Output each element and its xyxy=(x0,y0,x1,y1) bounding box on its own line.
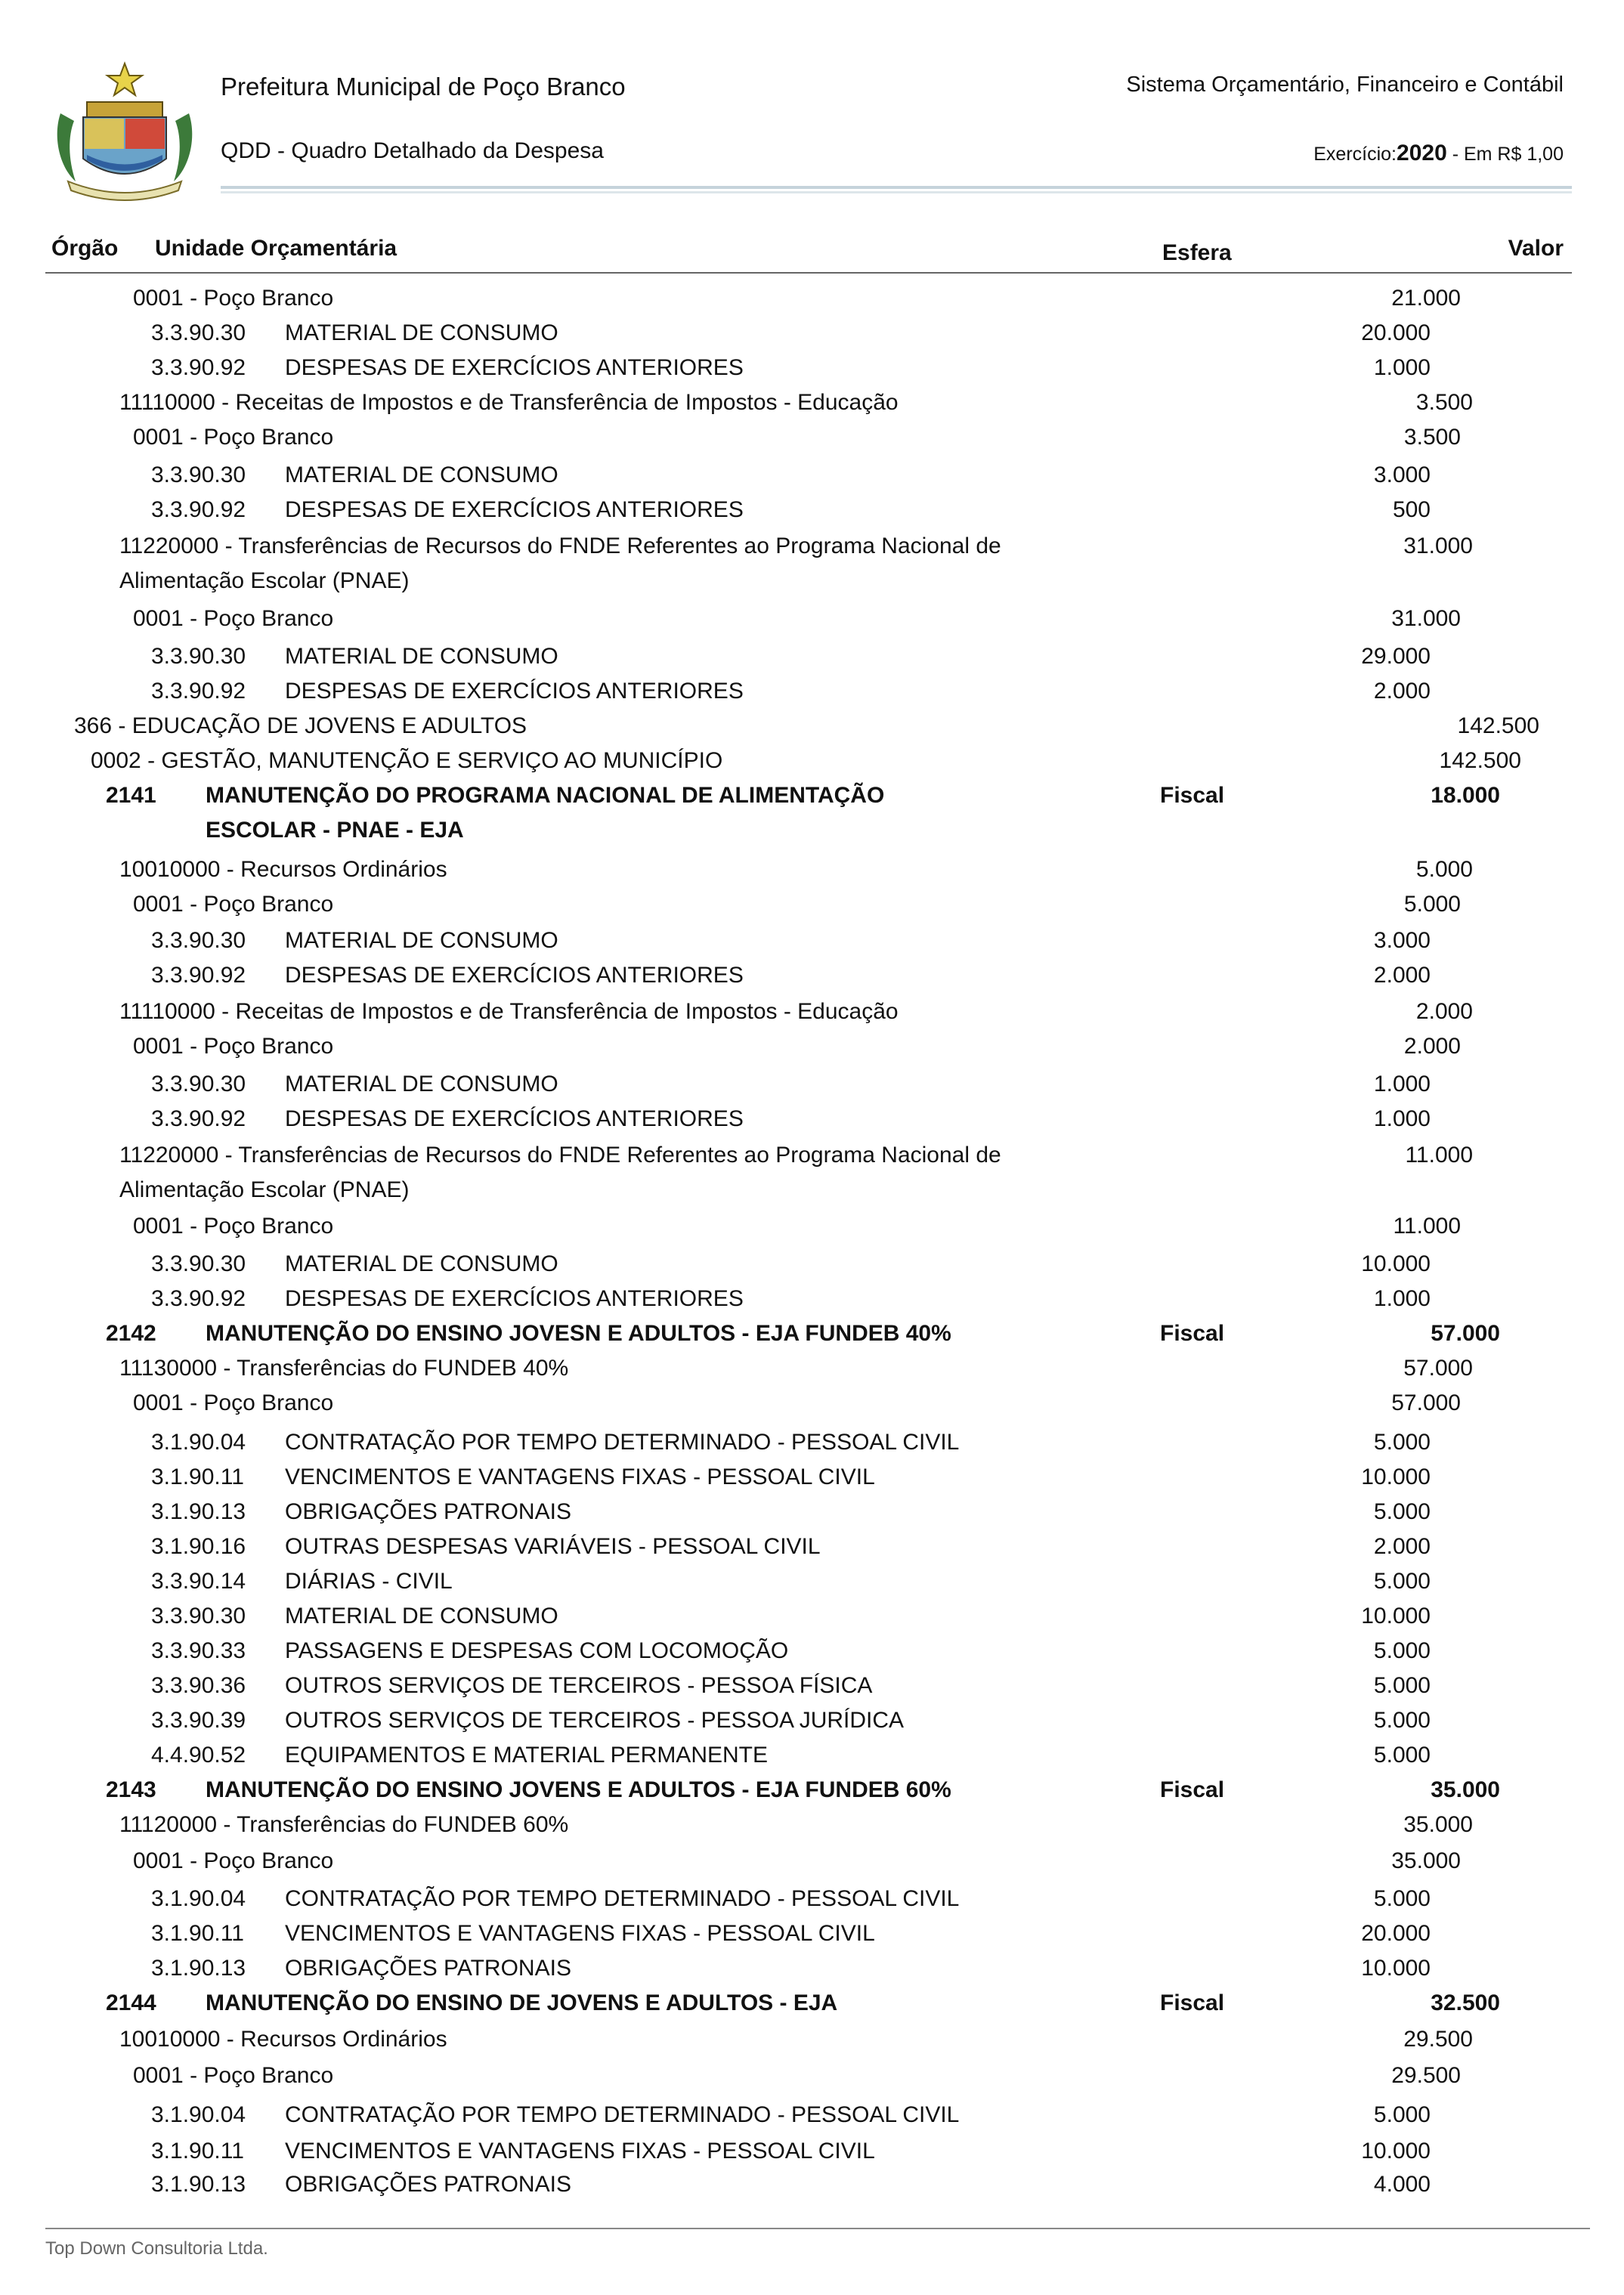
table-row xyxy=(0,2139,1624,2172)
row-value: 3.000 xyxy=(1373,462,1431,487)
program-name: 0002 - GESTÃO, MANUTENÇÃO E SERVIÇO AO MUNICÍPIO xyxy=(91,748,723,773)
row-value: 2.000 xyxy=(1403,1034,1461,1059)
entity-name: 0001 - Poço Branco xyxy=(133,1214,334,1239)
element-code: 3.3.90.30 xyxy=(151,644,246,669)
action-esfera: Fiscal xyxy=(1160,1990,1225,2015)
row-value: 11.000 xyxy=(1393,1214,1461,1239)
resource-source: 10010000 - Recursos Ordinários xyxy=(119,857,447,882)
action-code: 2142 xyxy=(106,1321,156,1346)
table-row xyxy=(0,1251,1624,1285)
table-row xyxy=(0,1708,1624,1741)
exercise-label: Exercício: xyxy=(1313,144,1397,165)
table-row xyxy=(0,1569,1624,1602)
element-code: 3.3.90.33 xyxy=(151,1638,246,1663)
element-code: 3.1.90.04 xyxy=(151,1886,246,1911)
table-row xyxy=(0,1990,1624,2024)
entity-name: 0001 - Poço Branco xyxy=(133,425,334,450)
table-row xyxy=(0,1812,1624,1845)
element-description: OUTRAS DESPESAS VARIÁVEIS - PESSOAL CIVIL xyxy=(285,1534,821,1559)
table-row xyxy=(0,857,1624,890)
row-value: 29.500 xyxy=(1391,2063,1461,2088)
element-description: CONTRATAÇÃO POR TEMPO DETERMINADO - PESSOAL CIVIL xyxy=(285,2102,960,2127)
row-value: 10.000 xyxy=(1361,1465,1431,1489)
row-value: 31.000 xyxy=(1391,606,1461,631)
municipal-coat-of-arms-icon xyxy=(45,60,204,204)
resource-source: 11220000 - Transferências de Recursos do FNDE Referentes ao Programa Nacional de xyxy=(119,534,1001,558)
table-row xyxy=(0,1321,1624,1354)
element-code: 3.1.90.13 xyxy=(151,2172,246,2197)
entity-name: 0001 - Poço Branco xyxy=(133,1848,334,1873)
entity-name: 0001 - Poço Branco xyxy=(133,892,334,917)
element-description: OBRIGAÇÕES PATRONAIS xyxy=(285,1956,571,1981)
element-description: VENCIMENTOS E VANTAGENS FIXAS - PESSOAL CIVIL xyxy=(285,1465,875,1489)
action-esfera: Fiscal xyxy=(1160,783,1225,808)
table-row xyxy=(0,1534,1624,1567)
table-row xyxy=(0,644,1624,677)
element-description: OUTROS SERVIÇOS DE TERCEIROS - PESSOA FÍSICA xyxy=(285,1673,873,1698)
resource-source: 11110000 - Receitas de Impostos e de Transferência de Impostos - Educação xyxy=(119,390,899,415)
element-description: DESPESAS DE EXERCÍCIOS ANTERIORES xyxy=(285,355,744,380)
element-code: 3.1.90.11 xyxy=(151,1465,244,1489)
element-code: 3.3.90.30 xyxy=(151,1604,246,1628)
element-description: MATERIAL DE CONSUMO xyxy=(285,1251,558,1276)
table-row xyxy=(0,355,1624,388)
row-value: 21.000 xyxy=(1391,286,1461,311)
footer-divider xyxy=(45,2228,1590,2229)
row-value: 5.000 xyxy=(1373,1638,1431,1663)
subfunction-name: 366 - EDUCAÇÃO DE JOVENS E ADULTOS xyxy=(74,713,527,738)
element-code: 3.3.90.92 xyxy=(151,1106,246,1131)
row-value: 1.000 xyxy=(1373,355,1431,380)
row-value: 35.000 xyxy=(1431,1777,1500,1802)
element-description: DESPESAS DE EXERCÍCIOS ANTERIORES xyxy=(285,963,744,988)
header-divider-shadow xyxy=(221,191,1572,193)
row-value: 29.000 xyxy=(1361,644,1431,669)
column-header-valor: Valor xyxy=(1508,236,1564,261)
row-value: 29.500 xyxy=(1403,2027,1473,2052)
action-code: 2143 xyxy=(106,1777,156,1802)
currency-note: - Em R$ 1,00 xyxy=(1446,144,1564,165)
element-code: 3.3.90.30 xyxy=(151,1072,246,1096)
element-description: VENCIMENTOS E VANTAGENS FIXAS - PESSOAL CIVIL xyxy=(285,2139,875,2164)
element-description: MATERIAL DE CONSUMO xyxy=(285,928,558,953)
action-esfera: Fiscal xyxy=(1160,1321,1225,1346)
table-row xyxy=(0,1743,1624,1776)
table-row xyxy=(0,1673,1624,1706)
table-row xyxy=(0,1072,1624,1105)
row-value: 5.000 xyxy=(1373,2102,1431,2127)
table-row xyxy=(0,1848,1624,1882)
element-description: OUTROS SERVIÇOS DE TERCEIROS - PESSOA JURÍDICA xyxy=(285,1708,905,1733)
row-value: 2.000 xyxy=(1373,963,1431,988)
element-code: 3.3.90.30 xyxy=(151,462,246,487)
entity-name: 0001 - Poço Branco xyxy=(133,2063,334,2088)
action-description: MANUTENÇÃO DO PROGRAMA NACIONAL DE ALIMENTAÇÃO xyxy=(206,783,885,808)
row-value: 2.000 xyxy=(1373,679,1431,704)
element-code: 3.3.90.36 xyxy=(151,1673,246,1698)
table-row xyxy=(0,1390,1624,1424)
entity-name: 0001 - Poço Branco xyxy=(133,1390,334,1415)
table-row xyxy=(0,1921,1624,1954)
entity-name: 0001 - Poço Branco xyxy=(133,606,334,631)
table-row xyxy=(0,1638,1624,1672)
element-code: 4.4.90.52 xyxy=(151,1743,246,1768)
table-row xyxy=(0,534,1624,593)
row-value: 57.000 xyxy=(1391,1390,1461,1415)
row-value: 10.000 xyxy=(1361,1956,1431,1981)
row-value: 5.000 xyxy=(1403,892,1461,917)
element-code: 3.3.90.92 xyxy=(151,497,246,522)
resource-source: 11120000 - Transferências do FUNDEB 60% xyxy=(119,1812,569,1837)
report-subtitle: QDD - Quadro Detalhado da Despesa xyxy=(221,138,604,163)
element-code: 3.1.90.11 xyxy=(151,2139,244,2164)
table-row xyxy=(0,390,1624,423)
table-row xyxy=(0,462,1624,496)
row-value: 3.500 xyxy=(1415,390,1473,415)
table-row xyxy=(0,1143,1624,1202)
element-code: 3.3.90.30 xyxy=(151,1251,246,1276)
row-value: 5.000 xyxy=(1373,1673,1431,1698)
action-description: MANUTENÇÃO DO ENSINO JOVESN E ADULTOS - EJA FUNDEB 40% xyxy=(206,1321,951,1346)
row-value: 10.000 xyxy=(1361,1604,1431,1628)
table-row xyxy=(0,748,1624,781)
row-value: 5.000 xyxy=(1373,1708,1431,1733)
system-name: Sistema Orçamentário, Financeiro e Contábil xyxy=(1126,73,1564,97)
column-header-divider xyxy=(45,272,1572,274)
row-value: 1.000 xyxy=(1373,1106,1431,1131)
row-value: 3.000 xyxy=(1373,928,1431,953)
element-description: DIÁRIAS - CIVIL xyxy=(285,1569,453,1594)
row-value: 5.000 xyxy=(1415,857,1473,882)
action-code: 2144 xyxy=(106,1990,156,2015)
row-value: 142.500 xyxy=(1439,748,1521,773)
element-code: 3.1.90.11 xyxy=(151,1921,244,1946)
element-description: OBRIGAÇÕES PATRONAIS xyxy=(285,2172,571,2197)
element-code: 3.3.90.92 xyxy=(151,1286,246,1311)
table-row xyxy=(0,999,1624,1032)
action-description-line2: ESCOLAR - PNAE - EJA xyxy=(206,818,464,843)
element-code: 3.1.90.04 xyxy=(151,2102,246,2127)
table-row xyxy=(0,1604,1624,1637)
footer-company: Top Down Consultoria Ltda. xyxy=(45,2238,268,2259)
row-value: 2.000 xyxy=(1415,999,1473,1024)
table-row xyxy=(0,928,1624,961)
element-code: 3.1.90.04 xyxy=(151,1430,246,1455)
element-code: 3.1.90.13 xyxy=(151,1499,246,1524)
row-value: 35.000 xyxy=(1391,1848,1461,1873)
row-value: 11.000 xyxy=(1405,1143,1473,1168)
row-value: 5.000 xyxy=(1373,1499,1431,1524)
column-header-esfera: Esfera xyxy=(1162,240,1232,265)
table-row xyxy=(0,1286,1624,1319)
resource-source-line2: Alimentação Escolar (PNAE) xyxy=(119,568,410,593)
element-code: 3.3.90.92 xyxy=(151,355,246,380)
table-row xyxy=(0,1430,1624,1463)
table-row xyxy=(0,963,1624,996)
element-description: OBRIGAÇÕES PATRONAIS xyxy=(285,1499,571,1524)
element-code: 3.3.90.30 xyxy=(151,320,246,345)
element-description: EQUIPAMENTOS E MATERIAL PERMANENTE xyxy=(285,1743,768,1768)
table-row xyxy=(0,1886,1624,1919)
column-header-orgao: Órgão xyxy=(51,236,119,261)
element-description: MATERIAL DE CONSUMO xyxy=(285,1604,558,1628)
table-row xyxy=(0,2063,1624,2096)
element-code: 3.1.90.16 xyxy=(151,1534,246,1559)
action-description: MANUTENÇÃO DO ENSINO JOVENS E ADULTOS - EJA FUNDEB 60% xyxy=(206,1777,951,1802)
action-esfera: Fiscal xyxy=(1160,1777,1225,1802)
resource-source-line2: Alimentação Escolar (PNAE) xyxy=(119,1177,410,1202)
element-description: CONTRATAÇÃO POR TEMPO DETERMINADO - PESSOAL CIVIL xyxy=(285,1886,960,1911)
row-value: 5.000 xyxy=(1373,1886,1431,1911)
row-value: 20.000 xyxy=(1361,320,1431,345)
table-row xyxy=(0,425,1624,458)
element-code: 3.3.90.14 xyxy=(151,1569,246,1594)
table-row xyxy=(0,679,1624,712)
element-code: 3.3.90.30 xyxy=(151,928,246,953)
resource-source: 10010000 - Recursos Ordinários xyxy=(119,2027,447,2052)
row-value: 32.500 xyxy=(1431,1990,1500,2015)
table-row xyxy=(0,497,1624,530)
table-row xyxy=(0,713,1624,747)
element-description: MATERIAL DE CONSUMO xyxy=(285,462,558,487)
element-code: 3.3.90.39 xyxy=(151,1708,246,1733)
table-row xyxy=(0,1034,1624,1067)
row-value: 1.000 xyxy=(1373,1286,1431,1311)
element-code: 3.3.90.92 xyxy=(151,679,246,704)
element-description: DESPESAS DE EXERCÍCIOS ANTERIORES xyxy=(285,679,744,704)
table-row xyxy=(0,320,1624,354)
column-header-unidade: Unidade Orçamentária xyxy=(155,236,397,261)
element-description: DESPESAS DE EXERCÍCIOS ANTERIORES xyxy=(285,1286,744,1311)
row-value: 500 xyxy=(1392,497,1431,522)
row-value: 10.000 xyxy=(1361,1251,1431,1276)
row-value: 5.000 xyxy=(1373,1743,1431,1768)
table-row xyxy=(0,2172,1624,2205)
row-value: 4.000 xyxy=(1373,2172,1431,2197)
element-description: VENCIMENTOS E VANTAGENS FIXAS - PESSOAL CIVIL xyxy=(285,1921,875,1946)
row-value: 35.000 xyxy=(1403,1812,1473,1837)
page-title: Prefeitura Municipal de Poço Branco xyxy=(221,73,626,101)
row-value: 20.000 xyxy=(1361,1921,1431,1946)
table-row xyxy=(0,2027,1624,2060)
table-row xyxy=(0,1499,1624,1533)
row-value: 142.500 xyxy=(1457,713,1539,738)
row-value: 18.000 xyxy=(1431,783,1500,808)
row-value: 57.000 xyxy=(1431,1321,1500,1346)
element-description: DESPESAS DE EXERCÍCIOS ANTERIORES xyxy=(285,497,744,522)
element-description: PASSAGENS E DESPESAS COM LOCOMOÇÃO xyxy=(285,1638,789,1663)
element-description: MATERIAL DE CONSUMO xyxy=(285,644,558,669)
row-value: 31.000 xyxy=(1403,534,1473,558)
table-row xyxy=(0,1214,1624,1247)
table-row xyxy=(0,1465,1624,1498)
row-value: 2.000 xyxy=(1373,1534,1431,1559)
element-description: MATERIAL DE CONSUMO xyxy=(285,320,558,345)
entity-name: 0001 - Poço Branco xyxy=(133,1034,334,1059)
resource-source: 11220000 - Transferências de Recursos do FNDE Referentes ao Programa Nacional de xyxy=(119,1143,1001,1168)
entity-name: 0001 - Poço Branco xyxy=(133,286,334,311)
table-row xyxy=(0,2102,1624,2136)
table-row xyxy=(0,286,1624,319)
resource-source: 11110000 - Receitas de Impostos e de Transferência de Impostos - Educação xyxy=(119,999,899,1024)
row-value: 5.000 xyxy=(1373,1569,1431,1594)
exercise-year: 2020 xyxy=(1397,141,1447,165)
element-code: 3.3.90.92 xyxy=(151,963,246,988)
table-row xyxy=(0,892,1624,925)
element-description: DESPESAS DE EXERCÍCIOS ANTERIORES xyxy=(285,1106,744,1131)
table-row xyxy=(0,1956,1624,1989)
row-value: 57.000 xyxy=(1403,1356,1473,1381)
table-row xyxy=(0,1777,1624,1811)
table-row xyxy=(0,783,1624,843)
element-description: MATERIAL DE CONSUMO xyxy=(285,1072,558,1096)
action-code: 2141 xyxy=(106,783,156,808)
element-description: CONTRATAÇÃO POR TEMPO DETERMINADO - PESSOAL CIVIL xyxy=(285,1430,960,1455)
row-value: 3.500 xyxy=(1403,425,1461,450)
table-row xyxy=(0,1106,1624,1140)
exercise-info xyxy=(1313,141,1564,166)
table-row xyxy=(0,1356,1624,1389)
resource-source: 11130000 - Transferências do FUNDEB 40% xyxy=(119,1356,569,1381)
row-value: 5.000 xyxy=(1373,1430,1431,1455)
action-description: MANUTENÇÃO DO ENSINO DE JOVENS E ADULTOS - EJA xyxy=(206,1990,838,2015)
element-code: 3.1.90.13 xyxy=(151,1956,246,1981)
header-divider xyxy=(221,186,1572,189)
table-row xyxy=(0,606,1624,639)
row-value: 1.000 xyxy=(1373,1072,1431,1096)
row-value: 10.000 xyxy=(1361,2139,1431,2164)
